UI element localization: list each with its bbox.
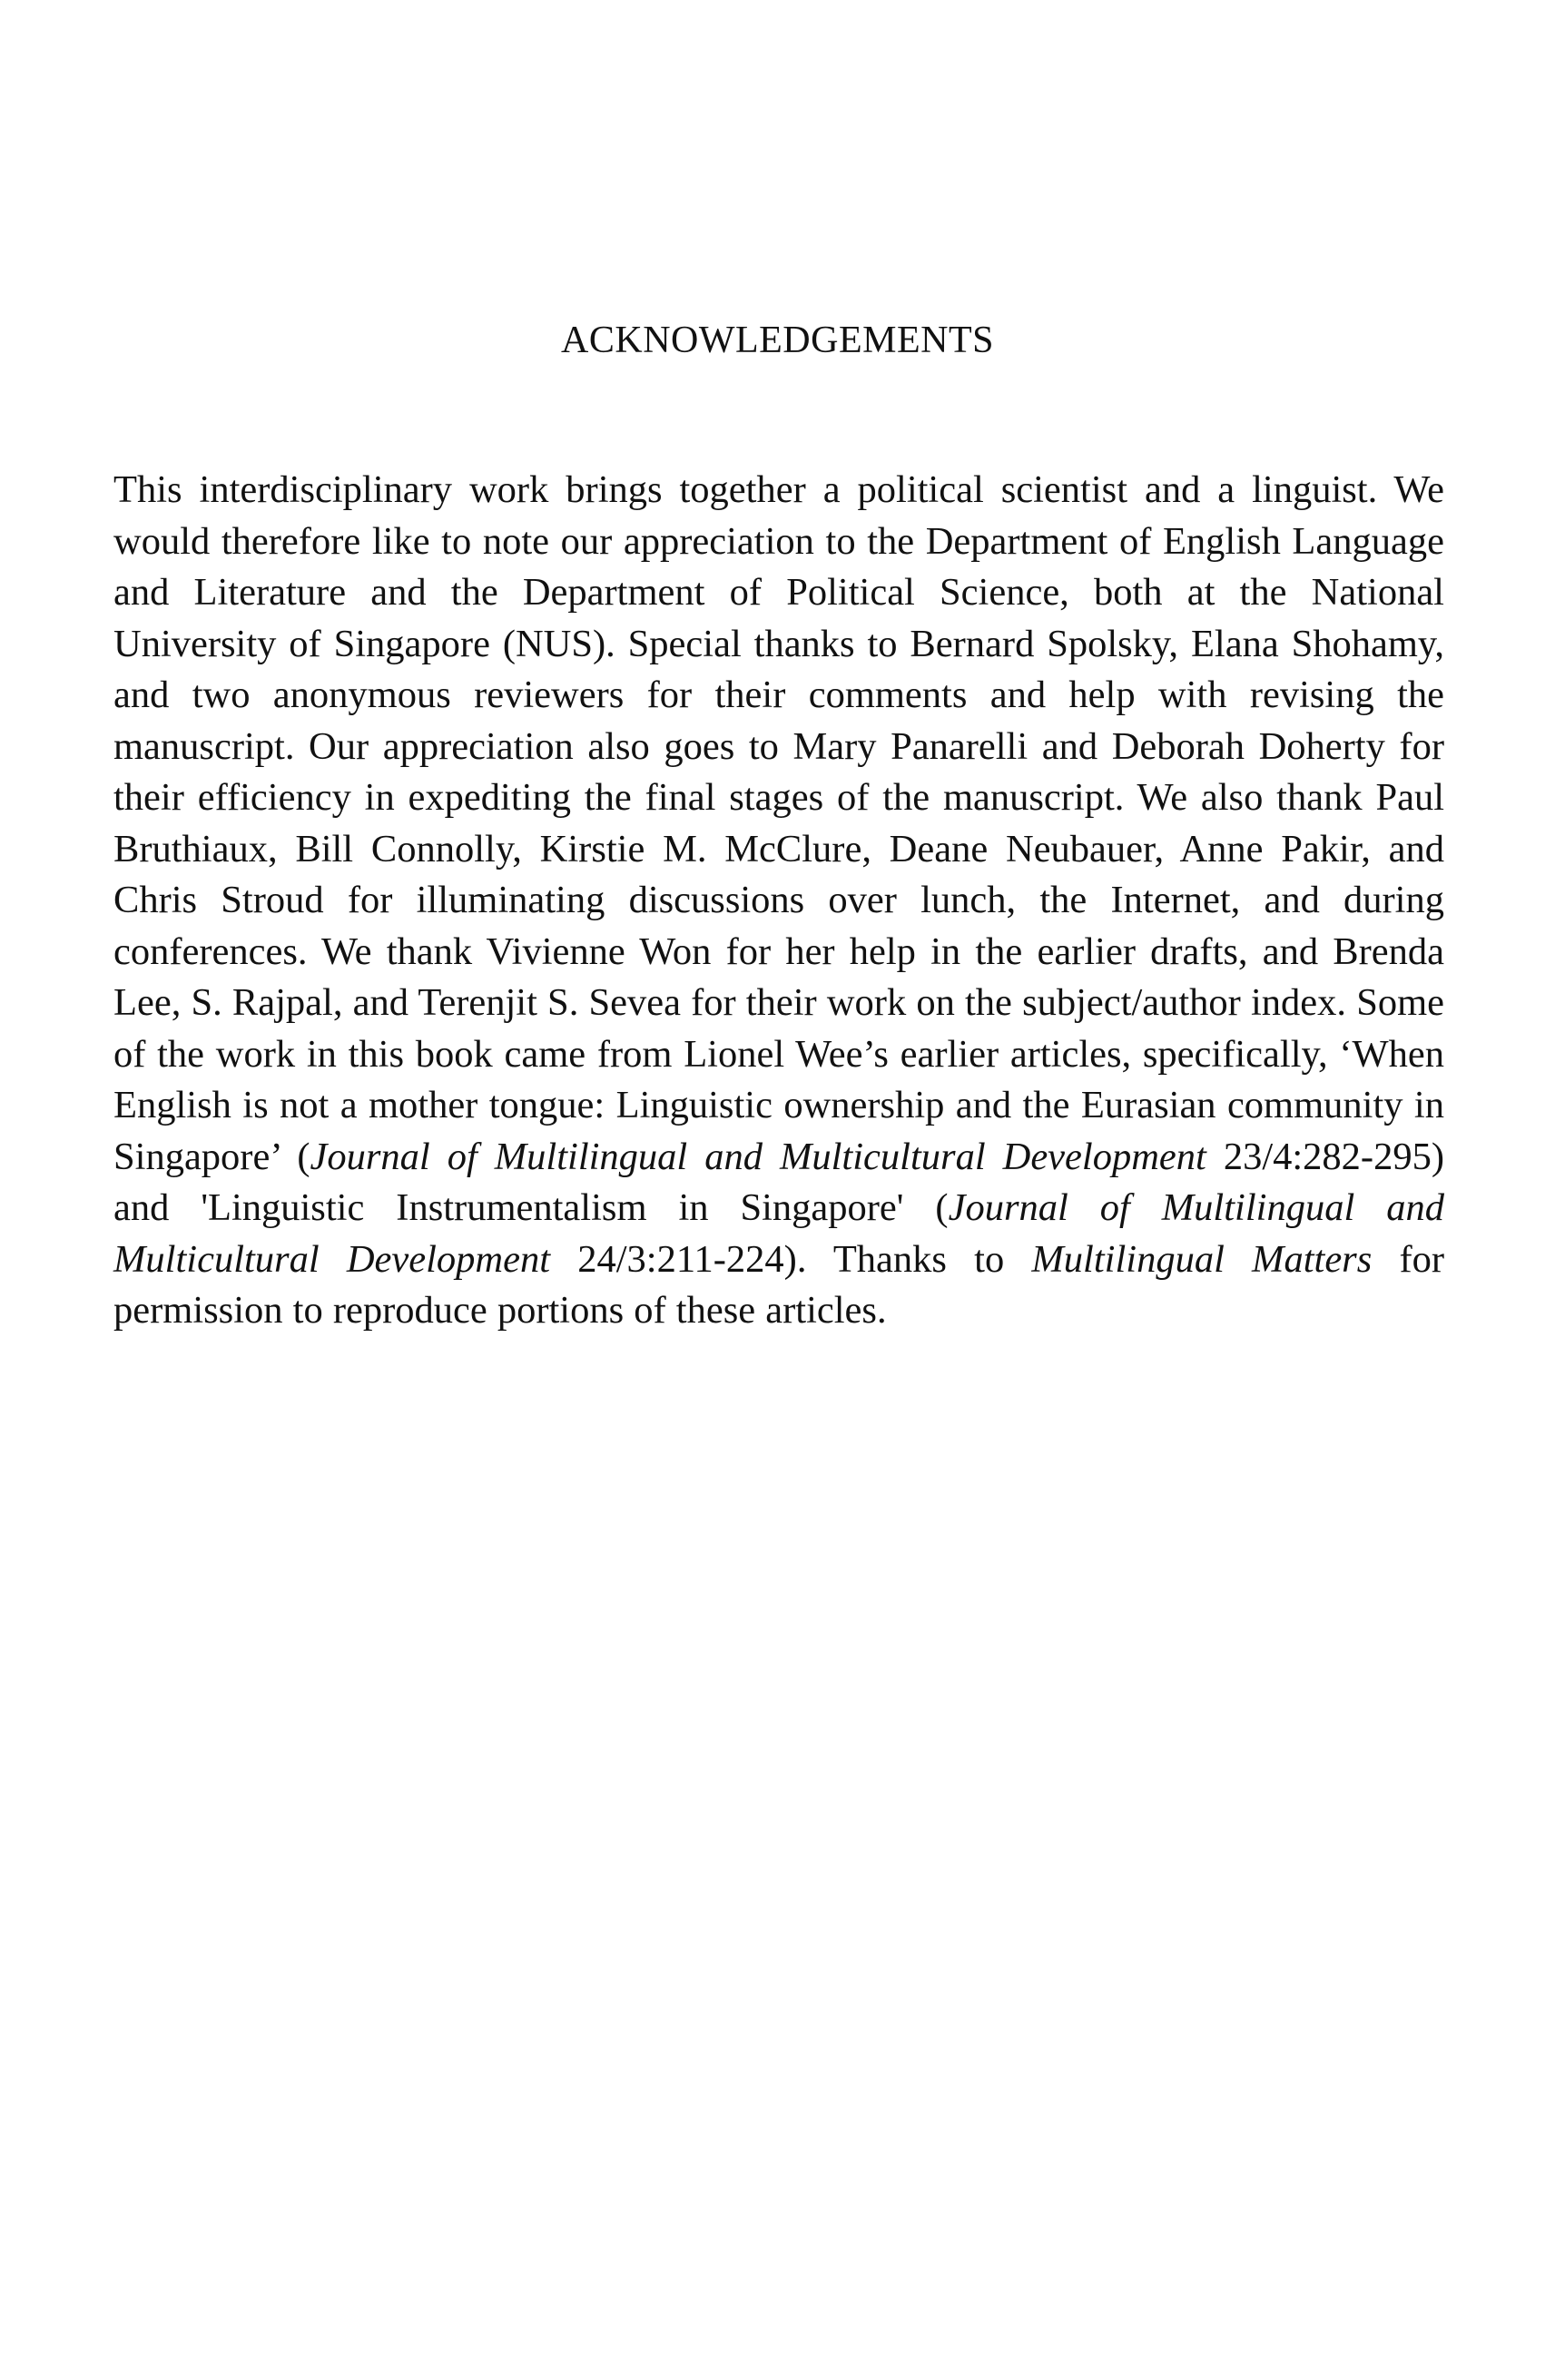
publisher-name: Multilingual Matters	[1031, 1237, 1373, 1281]
journal-title-2: Journal of Multilingual and Multicultural Development	[113, 1186, 1444, 1281]
paragraph-text-4: for permission to reproduce portions of these articles.	[113, 1237, 1444, 1332]
page-title: ACKNOWLEDGEMENTS	[561, 320, 994, 361]
paragraph-text-1: This interdisciplinary work brings together a political scientist and a linguist. We would therefore like to note our appreciation to the Department of English Language and Literature and the Department of Political Science, both at the National University of Singapore (NUS). Special thanks to Bernard Spolsky, Elana Shohamy, and two anonymous reviewers for their comments and help with revising the manuscript. Our appreciation also goes to Mary Panarelli and Deborah Doherty for their efficiency in expediting the final stages of the manuscript. We also thank Paul Bruthiaux, Bill Connolly, Kirstie M. McClure, Deane Neubauer, Anne Pakir, and Chris Stroud for illuminating discussions over lunch, the Internet, and during conferences. We thank Vivienne Won for her help in the earlier drafts, and Brenda Lee, S. Rajpal, and Terenjit S. Sevea for their work on the subject/author index. Some of the work in this book came from Lionel Wee’s earlier articles, specifically, ‘When English is not a mother tongue: Linguistic ownership and the Eurasian community in Singapore’ (	[113, 468, 1444, 1178]
paragraph-text-2: 23/4:282-295) and 'Linguistic Instrumentalism in Singapore' (	[113, 1135, 1444, 1229]
paragraph-text-3: 24/3:211-224). Thanks to	[550, 1237, 1032, 1281]
journal-title-1: Journal of Multilingual and Multicultural Development	[310, 1135, 1206, 1178]
acknowledgements-paragraph	[113, 465, 1444, 1337]
